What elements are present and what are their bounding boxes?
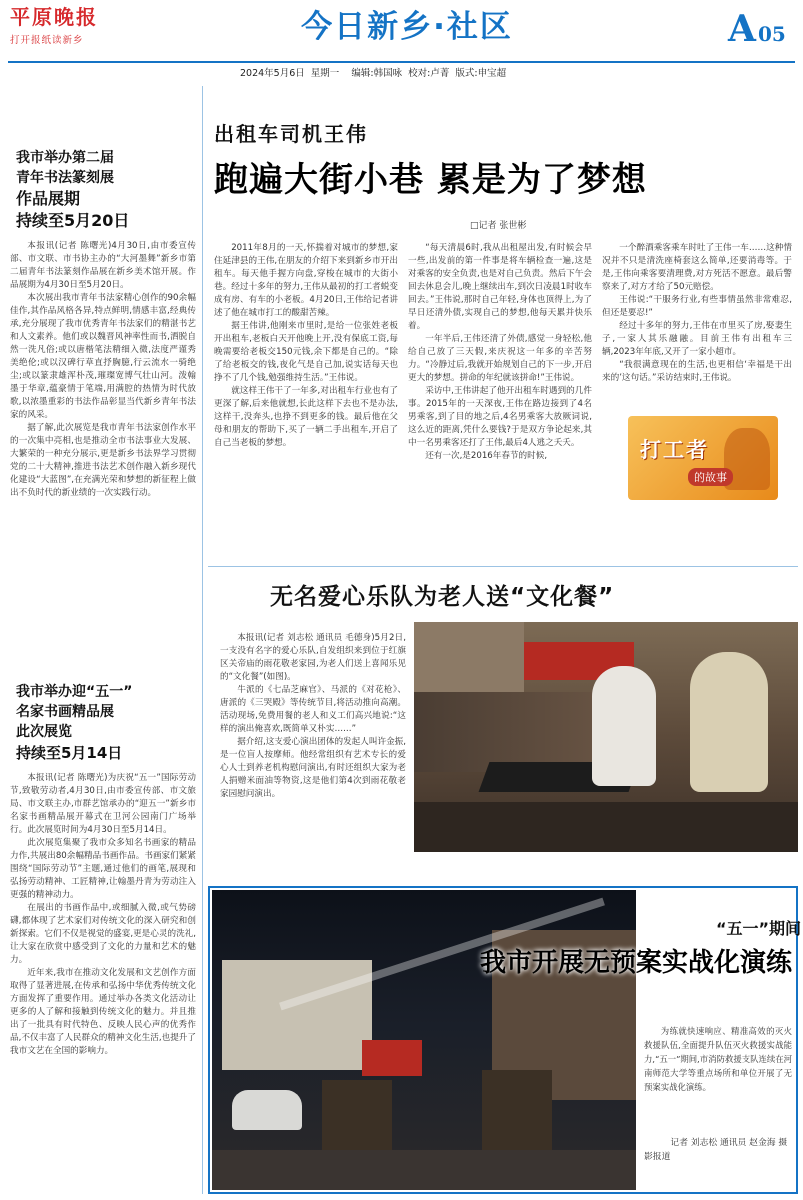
story-column-3 [602, 242, 792, 385]
badge-subtitle: 的故事 [688, 468, 733, 486]
fire-drill-photo [212, 890, 636, 1190]
paragraph: 一年半后,王伟还清了外债,感觉一身轻松,他给自己放了三天假,来庆祝这一年多的辛苦努力。“冷静过后,我就开始规划自己的下一步,开启更大的梦想。拼命的年纪就该拼命!”王伟说。 [408, 334, 592, 383]
headline-line-4: 持续至5月14日 [16, 744, 123, 762]
paragraph: 采访中,王伟讲起了他开出租车时遇到的几件事。2015年的一天深夜,王伟在路边接到了4名男乘客,到了目的地之后,4名男乘客大放厥词说,这么近的距离,凭什么要钱?于是双方争论起来,其中一名男乘客还打了王伟,最后4人逃之夭夭。 [408, 386, 592, 448]
story-column-2 [408, 242, 592, 463]
photo-fire-truck [362, 1040, 422, 1076]
band-performance-photo [414, 622, 798, 852]
paragraph: 2011年8月的一天,怀揣着对城市的梦想,家住延津县的王伟,在朋友的介绍下来到新乡市开出租车。每天他手握方向盘,穿梭在城市的大街小巷。经过十多年的努力,王伟从最初的打工者蜕变成有房、有车的小老板。4月20日,王伟给记者讲述了他在城市打工的酸甜苦辣。 [214, 243, 398, 318]
headline-line-2: 名家书画精品展 [16, 704, 114, 720]
photo-firefighters-right [482, 1070, 552, 1160]
article-body [10, 240, 196, 500]
left-column-divider [202, 86, 203, 1194]
taxi-driver-story [208, 86, 798, 564]
band-body [220, 632, 406, 801]
story-byline: □记者 张世彬 [470, 221, 527, 231]
photo-car [232, 1090, 302, 1130]
logo-slogan: 打开报纸读新乡 [10, 35, 84, 46]
paragraph: 就这样王伟干了一年多,对出租车行业也有了更深了解,后来他就想,长此这样下去也不是办法,这样干,没奔头,也挣不到更多的钱。最后他在父母和朋友的帮助下,买了一辆二手出租车,开启了自己当老板的梦想。 [214, 386, 398, 448]
paragraph: 经过十多年的努力,王伟在市里买了房,娶妻生子,一家人其乐融融。目前王伟有出租车三辆,2023年年底,又开了一家小超市。 [602, 321, 792, 357]
paragraph: 一个醉酒乘客乘车时吐了王伟一车……这种情况并不只是清洗座椅套这么简单,还要消毒等。于是,王伟向乘客要清理费,对方死活不愿意。最后警察来了,对方才给了50元赔偿。 [602, 243, 792, 292]
paragraph: 王伟说:“干服务行业,有些事情虽然非常难忍,但还是要忍!” [602, 295, 792, 318]
article-painting-exhibition [10, 682, 196, 1058]
story-kicker: 出租车司机王伟 [214, 122, 368, 146]
paragraph: 据介绍,这支爱心演出团体的发起人叫许金振,是一位盲人按摩师。他经常组织有艺术专长的爱心人士到养老机构慰问演出,有时还组织大家为老人捐赠米面油等物资,这是他们第4次到雨花敬老家园慰问演出。 [220, 737, 406, 799]
paragraph: 在展出的书画作品中,或细腻入微,或气势磅礴,都体现了艺术家们对传统文化的深入研究和创新探索。它们不仅是视觉的盛宴,更是心灵的洗礼,让大家在欣赏中感受到了文化的力量和艺术的魅力。 [10, 903, 196, 965]
paragraph: 本报讯(记者 刘志松 通讯员 毛德身)5月2日,一支没有名字的爱心乐队,自发组织来到位于红旗区关帝庙的雨花敬老家园,为老人们送上喜闻乐见的“文化餐”(如图)。 [220, 633, 406, 682]
badge-title: 打工者 [640, 437, 709, 462]
logo [10, 6, 122, 46]
section-title: 今日新乡·社区 [301, 9, 513, 45]
headline-line-2: 青年书法篆刻展 [16, 170, 114, 186]
paragraph: 据了解,此次展览是我市青年书法家创作水平的一次集中亮相,也是推动全市书法事业大发展、大繁荣的一种充分展示,更是新乡书法界学习贯彻党的二十大精神,推进书法艺术创作融入新乡现代化建设“大蓝图”,在充满光荣和梦想的新征程上做出不负时代的新业绩的一次实践行动。 [10, 423, 196, 498]
headline-line-1: 我市举办第二届 [16, 150, 114, 166]
paragraph: “我很满意现在的生活,也更相信‘幸福是干出来的’这句话。”采访结束时,王伟说。 [602, 360, 792, 383]
headline-line-1: 我市举办迎“五一” [16, 684, 133, 700]
page-letter: A [728, 8, 756, 50]
story-headline: 跑遍大街小巷 累是为了梦想 [214, 160, 647, 200]
photo-keyboardist [592, 666, 656, 786]
logo-name: 平原晚报 [10, 5, 98, 29]
drill-body: 为练就快速响应、精准高效的灭火救援队伍,全面提升队伍灭火救援实战能力,“五一”期间,市消防救援支队连续在河南师范大学等重点场所和单位开展了无预案实战化演练。 [644, 1026, 792, 1092]
paragraph: 还有一次,是2016年春节的时候, [425, 451, 548, 461]
headline-line-3: 此次展览 [16, 724, 72, 740]
photo-ground [414, 802, 798, 852]
date-line: 2024年5月6日 星期一 编辑:韩国咏 校对:卢菁 版式:申宝超 [240, 68, 507, 79]
masthead-rule [8, 61, 795, 63]
page-number [728, 8, 786, 50]
paragraph: 牛派的《七品芝麻官》、马派的《对花枪》、唐派的《三哭殿》等传统节目,将活动推向高潮。活动现场,免费用餐的老人和义工们高兴地说:“这样的演出俺喜欢,既简单又朴实……” [220, 685, 406, 734]
paragraph: 本报讯(记者 陈曙光)为庆祝“五一”国际劳动节,致敬劳动者,4月30日,由市委宣传部、市文旅局、市文联主办,市群艺馆承办的“迎五一”新乡市名家书画精品展开幕式在卫河公园南门广场举行。此次展览时间为4月30日至5月14日。 [10, 773, 196, 835]
photo-harmonica-player [690, 652, 768, 792]
article-calligraphy-exhibition [10, 148, 196, 500]
paragraph: 本次展出我市青年书法家精心创作的90余幅佳作,其作品风格各异,特点鲜明,情感丰富,经典传承,充分展现了我市优秀青年书法家们的精湛书艺和人文素养。他们或以魏晋风神率性而书,洒脱自然一洗凡俗;或以唐楷笔法精细入微,法度严谨秀美绝伦;或以汉碑行草直抒胸臆,行云流水一骑绝尘;或以篆隶雄浑朴茂,璀璨宽博气壮山河。泼翰墨于华章,蕴豪情于笔端,用满腔的热情为时代放歌,以浓墨重彩的书法作品彰显当代新乡青年书法家的风采。 [10, 293, 196, 420]
band-headline: 无名爱心乐队为老人送“文化餐” [270, 584, 615, 610]
drill-kicker: “五一”期间 [716, 919, 802, 938]
paragraph: “每天清晨6时,我从出租屋出发,有时候会早一些,出发前的第一件事是将车辆检查一遍,这是对乘客的安全负责,也是对自己负责。然后下午会回去休息会儿,晚上继续出车,到次日凌晨1时收车回去。”王伟说,那时自己年轻,身体也顶得上,为了早日还清外债,实现自己的梦想,他每天累并快乐着。 [408, 243, 592, 331]
headline-line-3: 作品展期 [16, 189, 81, 208]
band-story [208, 570, 798, 850]
page-digits: 05 [757, 22, 786, 46]
worker-story-badge [628, 416, 778, 500]
story-column-1 [214, 242, 398, 450]
article-body [10, 772, 196, 1058]
drill-credit: 记者 刘志松 通讯员 赵金海 摄影报道 [644, 1138, 788, 1162]
paragraph: 近年来,我市在推动文化发展和文艺创作方面取得了显著进展,在传承和弘扬中华优秀传统文化方面发挥了重要作用。通过举办各类文化活动让更多的人了解和接触到传统文化的魅力。并且推出了一批具有时代特色、反映人民心声的优秀作品,不仅丰富了人民群众的精神文化生活,也提升了我市文艺在全国的影响力。 [10, 968, 196, 1056]
paragraph: 本报讯(记者 陈曙光)4月30日,由市委宣传部、市文联、市书协主办的“大河墨舞”新乡市第二届青年书法篆刻作品展在新乡美术馆开展。作品展期为4月30日至5月20日。 [10, 241, 196, 290]
paragraph: 据王伟讲,他刚来市里时,是给一位张姓老板开出租车,老板白天开他晚上开,没有保底工资,每晚需要给老板交150元钱,余下都是自己的。“除了给老板交的钱,夜化气是自己加,说实话每天也挣不了几个钱,勉强维持生活。”王伟说。 [214, 321, 398, 383]
divider-main [208, 566, 798, 567]
masthead [0, 0, 803, 80]
photo-building-left [222, 960, 372, 1070]
photo-ground [212, 1150, 636, 1190]
fire-drill-story [208, 886, 802, 1194]
headline-line-4: 持续至5月20日 [16, 211, 130, 230]
drill-headline: 我市开展无预案实战化演练 [479, 948, 792, 978]
paragraph: 此次展览集聚了我市众多知名书画家的精品力作,共展出80余幅精品书画作品。书画家们紧紧围绕“国际劳动节”主题,通过他们的画笔,展现和弘扬劳动精神、工匠精神,让翰墨丹青为劳动注入更强的精神动力。 [10, 838, 196, 900]
